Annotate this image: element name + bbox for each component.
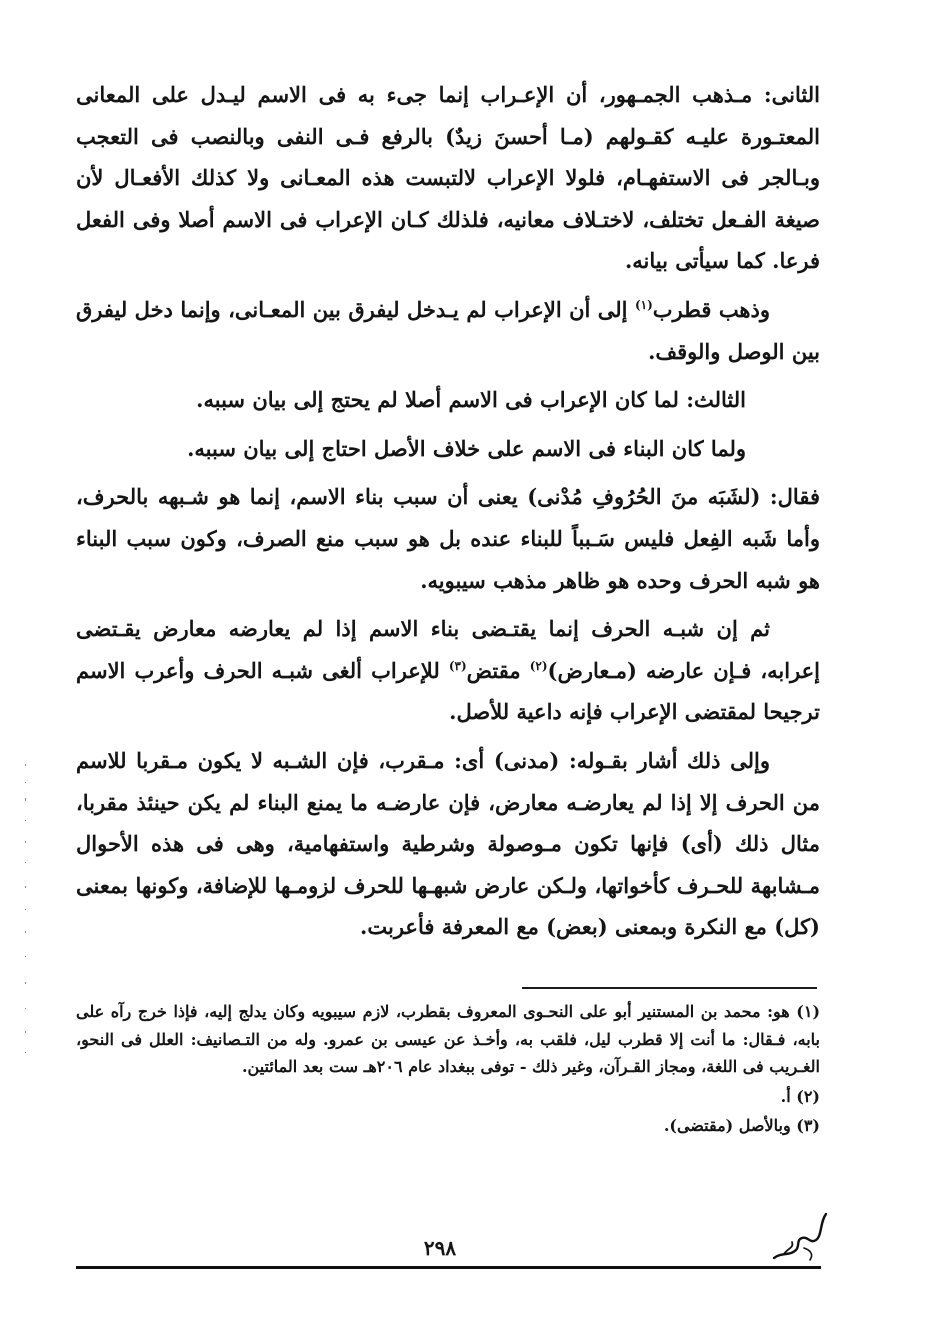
footnote-2: (٢) أ. — [780, 1086, 820, 1106]
bottom-rule — [76, 1266, 821, 1269]
footnote-ref-2: (٢) — [529, 658, 548, 673]
footnote-separator — [522, 987, 817, 989]
paragraph-qutrub-part1: وذهب قطرب — [652, 296, 771, 322]
footnote-1: (١) هو: محمد بن المستنير أبو على النحـوى المعروف بقطرب، لازم سيبويه وكان يدلج إليه، فإذا خرج رآه على بابه، فـقال: ما أنت إلا قطرب ليل، فلقب به، وأخـذ عن عيسى بن عمرو. وله من التـصانيف: العلل فى النحو، الغـريب فى اللغة، ومجاز القـرآن، وغير ذلك - توفى ببغداد عام ٢٠٦هـ ست بعد المائتين. — [76, 1002, 821, 1076]
page-number: ٢٩٨ — [423, 1236, 457, 1260]
footnote-3: (٣) وبالأصل (مقتضى). — [663, 1116, 820, 1135]
paragraph-resemblance — [76, 608, 820, 733]
main-text — [76, 74, 820, 955]
paragraph-resemblance-part3: للإعراب ألغى شبـه الحرف وأعرب الاسم ترجيحا لمقتضى الإعراب فإنه داعية للأصل. — [76, 657, 820, 725]
paragraph-third: الثالث: لما كان الإعراب فى الاسم أصلا لم يحتج إلى بيان سببه. — [196, 387, 746, 413]
flourish-ornament — [770, 1208, 830, 1264]
footnote-ref-3: (٣) — [448, 658, 467, 673]
paragraph-resemblance-part1: ثم إن شبـه الحرف إنما يقتـضى بناء الاسم إذا لم يعارضه معارض يقـتضى إعرابه، فـإن عارضه (مـعارض) — [76, 616, 821, 683]
paragraph-qala: فقال: (لشَبَه منَ الحُرُوفِ مُدْنى) يعنى أن سبب بناء الاسم، إنما هو شـبهه بالحرف، وأما شَبه الفِعل فليس سَـبباً للبناء عنده بل هو سبب منع الصرف، وكون سبب البناء هو شبه الحرف وحده هو ظاهر مذهب سيبويه. — [76, 484, 820, 593]
footnote-ref-1: (١) — [634, 297, 653, 312]
binding-edge-speckles — [24, 760, 27, 1060]
paragraph-qutrub — [76, 289, 820, 372]
footnotes — [76, 998, 820, 1142]
paragraph-ayy: وإلى ذلك أشار بقـوله: (مدنى) أى: مـقرب، فإن الشـبه لا يكون مـقربا للاسم من الحرف إلا إذا لم يعارضـه معارض، فإن عارضـه ما يمنع البناء لم يكن حينئذ مقربا، مثال ذلك (أى) فإنها تكون مـوصولة وشرطية واستفهامية، وهى فى هذه الأحوال مـشابهة للحـرف كأخواتها، ولـكن عارض شبهـها للحرف لزومـها للإضافة، وكونها بمعنى (كل) مع النكرة وبمعنى (بعض) مع المعرفة فأعربت. — [76, 747, 820, 940]
paragraph-resemblance-part2: مقتض — [466, 657, 530, 683]
paragraph-building: ولما كان البناء فى الاسم على خلاف الأصل احتاج إلى بيان سببه. — [187, 435, 746, 461]
paragraph-qutrub-part2: إلى أن الإعراب لم يـدخل ليفرق بين المعـانى، وإنما دخل ليفرق بين الوصل والوقف. — [76, 296, 820, 364]
paragraph-second-view: الثانى: مـذهب الجمـهور، أن الإعـراب إنما جىء به فى الاسم ليـدل على المعانى المعتـورة عليـه كقـولهم (مـا أحسنَ زيدٌ) بالرفع فـى النفى وبالنصب فى التعجب وبـالجر فى الاستفهـام، فلولا الإعراب لالتبست هذه المعـانى ولا كذلك الأفعـال لأن صيغة الفـعل تختلف، لاختـلاف معانيه، فلذلك كـان الإعراب فى الاسم أصلا وفى الفعل فرعا. كما سيأتى بيانه. — [76, 82, 820, 274]
